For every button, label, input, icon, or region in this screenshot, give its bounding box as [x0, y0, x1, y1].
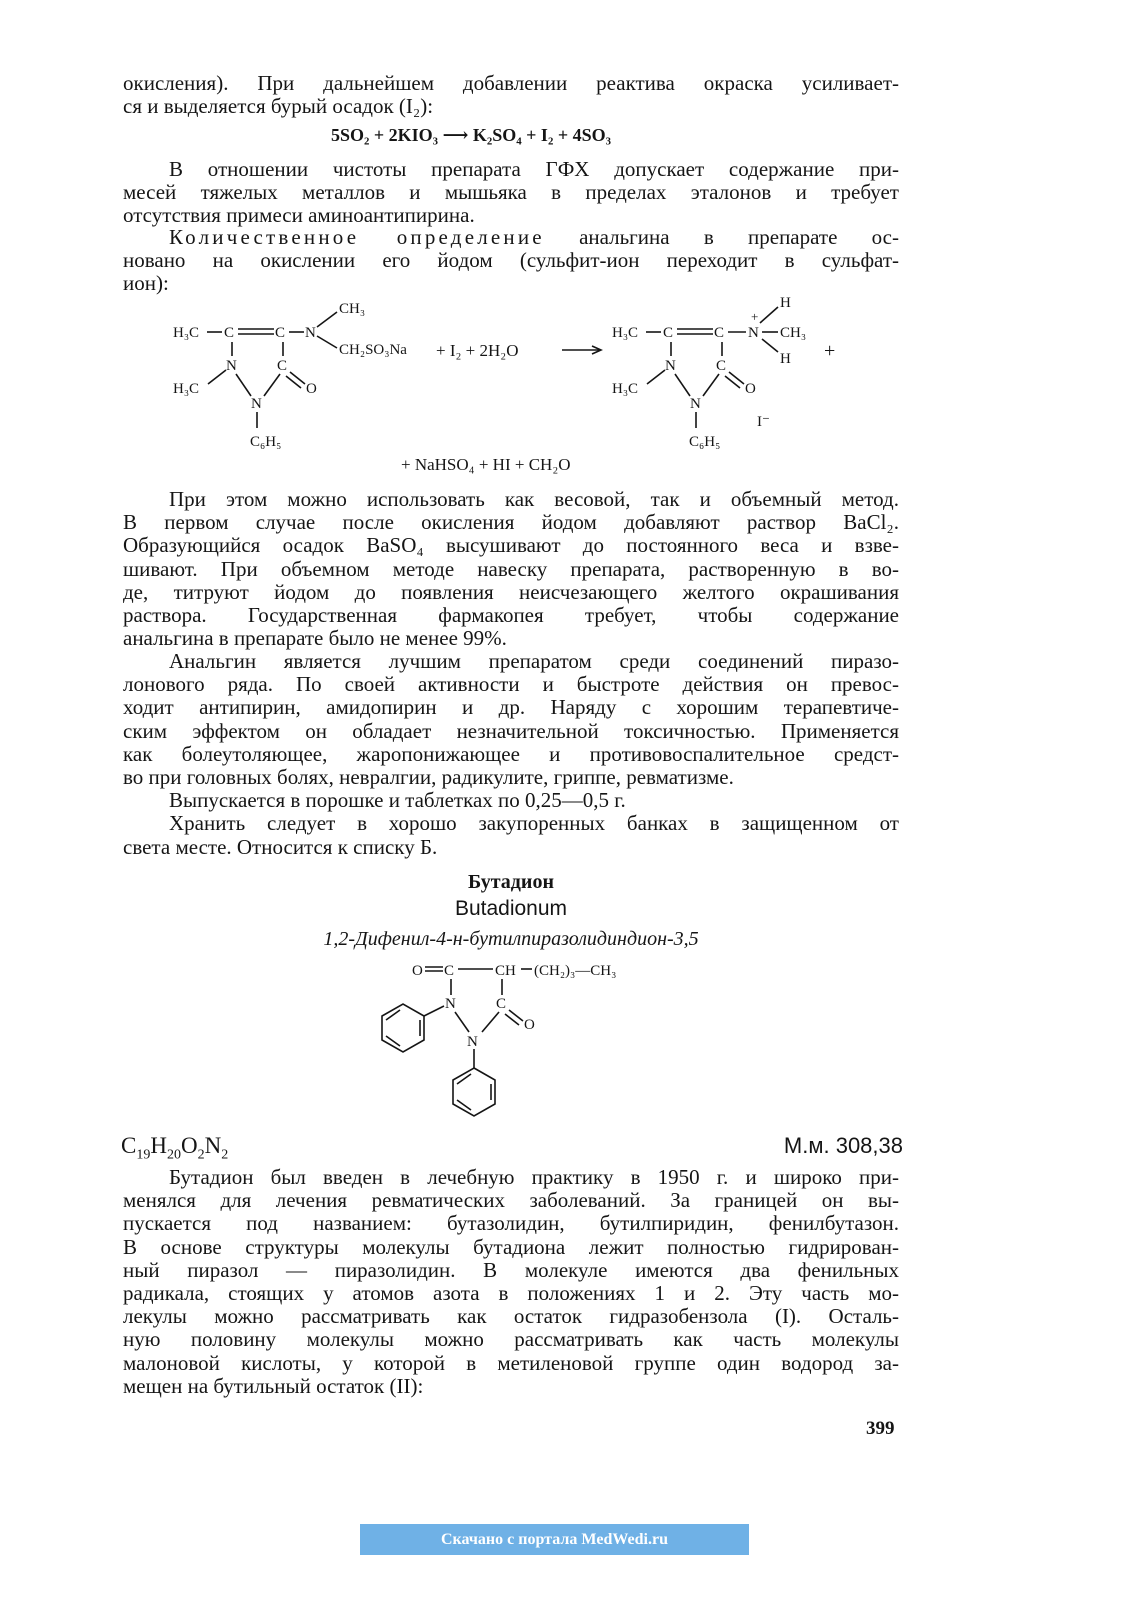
line: менялся для лечения ревматических заболеваний. За границей он вы- [123, 1188, 899, 1213]
paragraph-quantitative [123, 226, 899, 296]
line: как болеутоляющее, жаропонижающее и противовоспалительное средст- [123, 741, 899, 766]
atom-label: C [275, 325, 286, 341]
line: Бутадион был введен в лечебную практику в 1950 г. и широко при- [169, 1165, 899, 1189]
line: При этом можно использовать как весовой, так и объемный метод. [169, 487, 899, 511]
atom-label: C [277, 358, 288, 374]
paragraph-methods [123, 488, 899, 650]
line: ходит антипирин, амидопирин и др. Наряду с хорошим терапевтиче- [123, 695, 899, 720]
atom-label: C [714, 325, 725, 341]
atom-label: H [780, 351, 791, 367]
latin-name: Butadionum [454, 897, 568, 920]
line: радикала, стоящих у атомов азота в положениях 1 и 2. Эту часть мо- [123, 1281, 899, 1306]
molecular-formula: $C_{19}H_{20}O_2N_2$ [121, 1133, 229, 1163]
subscript: 20 [166, 1147, 181, 1163]
line: Образующийся осадок BaSO₄ высушивают до постоянного веса и взве- [123, 533, 899, 558]
byproducts: + NaHSO₄ + HI + CH₂O [401, 455, 571, 474]
line: месей тяжелых металлов и мышьяка в пределах эталонов и требует [123, 180, 899, 205]
atom-label: CH₂SO₃Na [339, 342, 407, 358]
atom-label: N [305, 325, 316, 341]
line: В отношении чистоты препарата ГФХ допускает содержание при- [169, 157, 899, 181]
line: ную половину молекулы можно рассматривать как часть молекулы [123, 1327, 899, 1352]
atom-label: C₆H₅ [689, 434, 721, 450]
line: отсутствия примеси аминоантипирина. [123, 203, 475, 228]
atom-label: O [745, 381, 756, 397]
benzene-ring [382, 1004, 424, 1052]
atom-label: N [226, 358, 237, 374]
atom-label: O [306, 381, 317, 397]
subscript: 2 [197, 1147, 205, 1163]
atom-label: H₃C [612, 325, 639, 341]
benzene-ring [453, 1068, 495, 1116]
line: малоновой кислоты, у которой в метиленовой группе один водород за- [123, 1350, 899, 1375]
paragraph-top [123, 72, 899, 118]
atom-label: C [224, 325, 235, 341]
line: мещен на бутильный остаток (II): [123, 1373, 424, 1398]
iodide-ion: I⁻ [757, 414, 770, 430]
line: раствора. Государственная фармакопея требует, чтобы содержание [123, 603, 899, 628]
spaced-term: Количественное определение [169, 225, 545, 249]
watermark-banner: Скачано с портала MedWedi.ru [360, 1524, 749, 1555]
line: лонового ряда. По своей активности и быстроте действия он превос- [123, 672, 899, 697]
line: пускается под названием: бутазолидин, бутилпиридин, фенилбутазон. [123, 1211, 899, 1236]
molecular-mass: М.м. 308,38 [783, 1133, 903, 1158]
line: ся и выделяется бурый осадок (I₂): [123, 94, 434, 119]
atom-label: H [780, 295, 791, 311]
subscript: 2 [221, 1147, 229, 1163]
page-number: 399 [866, 1418, 895, 1439]
line: лекулы можно рассматривать как остаток гидразобензола (I). Осталь- [123, 1304, 899, 1329]
line: окисления). При дальнейшем добавлении реактива окраска усиливает- [123, 71, 899, 95]
line: В основе структуры молекулы бутадиона лежит полностью гидрирован- [123, 1234, 899, 1259]
analgin-reaction-scheme [0, 290, 1131, 490]
charge-plus: + [751, 309, 759, 324]
atom-label: O [524, 1017, 535, 1033]
atom-label: C [496, 996, 507, 1012]
line: во при головных болях, невралгии, радикулите, гриппе, ревматизме. [123, 765, 734, 790]
atom-label: N [251, 396, 262, 412]
line: ским эффектом он обладает незначительной токсичностью. Применяется [123, 718, 899, 743]
line: шивают. При объемном методе навеску препарата, растворенную в во- [123, 556, 899, 581]
atom-label: CH₃ [339, 301, 366, 317]
atom-label: CH [495, 963, 516, 979]
chemical-name: 1,2-Дифенил-4-н-бутилпиразолидиндион-3,5 [323, 928, 699, 950]
paragraph-purity [123, 158, 899, 228]
plus-sign: + [824, 340, 836, 362]
atom-label: N [445, 996, 456, 1012]
atom-label: C [444, 963, 455, 979]
section-title: Бутадион [468, 871, 554, 893]
atom-label: (CH₂)₃—CH₃ [534, 963, 617, 979]
line: анальгина в препарате было не менее 99%. [123, 626, 507, 651]
paragraph-butadion [123, 1166, 899, 1398]
atom-label: O [412, 963, 423, 979]
line: Хранить следует в хорошо закупоренных банках в защищенном от [169, 811, 899, 836]
atom-label: H₃C [173, 325, 200, 341]
line [123, 226, 899, 249]
atom-label: H₃C [173, 381, 200, 397]
atom-label: C [663, 325, 674, 341]
atom-label: C [716, 358, 727, 374]
line: де, титруют йодом до появления неисчезающего желтого окрашивания [123, 579, 899, 604]
atom-label: N [467, 1034, 478, 1050]
equation-iodate: 5SO₂ + 2KIO₃ ⟶ K₂SO₄ + I₂ + 4SO₃ [331, 125, 612, 145]
butadion-structure [0, 950, 1131, 1130]
atom-label: N [690, 396, 701, 412]
atom-label: H₃C [612, 381, 639, 397]
line: ный пиразол — пиразолидин. В молекуле имеются два фенильных [123, 1257, 899, 1282]
atom-label: N [665, 358, 676, 374]
line: ион): [123, 271, 169, 296]
paragraph-use [123, 650, 899, 859]
reagents-left: + I₂ + 2H₂O [436, 341, 519, 360]
line: В первом случае после окисления йодом добавляют раствор BaCl₂. [123, 510, 899, 535]
atom-label: CH₃ [780, 325, 807, 341]
line: новано на окислении его йодом (сульфит-ион переходит в сульфат- [123, 248, 899, 273]
line: Анальгин является лучшим препаратом среди соединений пиразо- [169, 649, 899, 673]
atom-label: C₆H₅ [250, 434, 282, 450]
line-rest: анальгина в препарате ос- [544, 225, 899, 249]
line: Выпускается в порошке и таблетках по 0,25—0,5 г. [169, 788, 626, 813]
subscript: 19 [136, 1147, 151, 1163]
atom-label: N [748, 325, 759, 341]
line: света месте. Относится к списку Б. [123, 834, 438, 859]
